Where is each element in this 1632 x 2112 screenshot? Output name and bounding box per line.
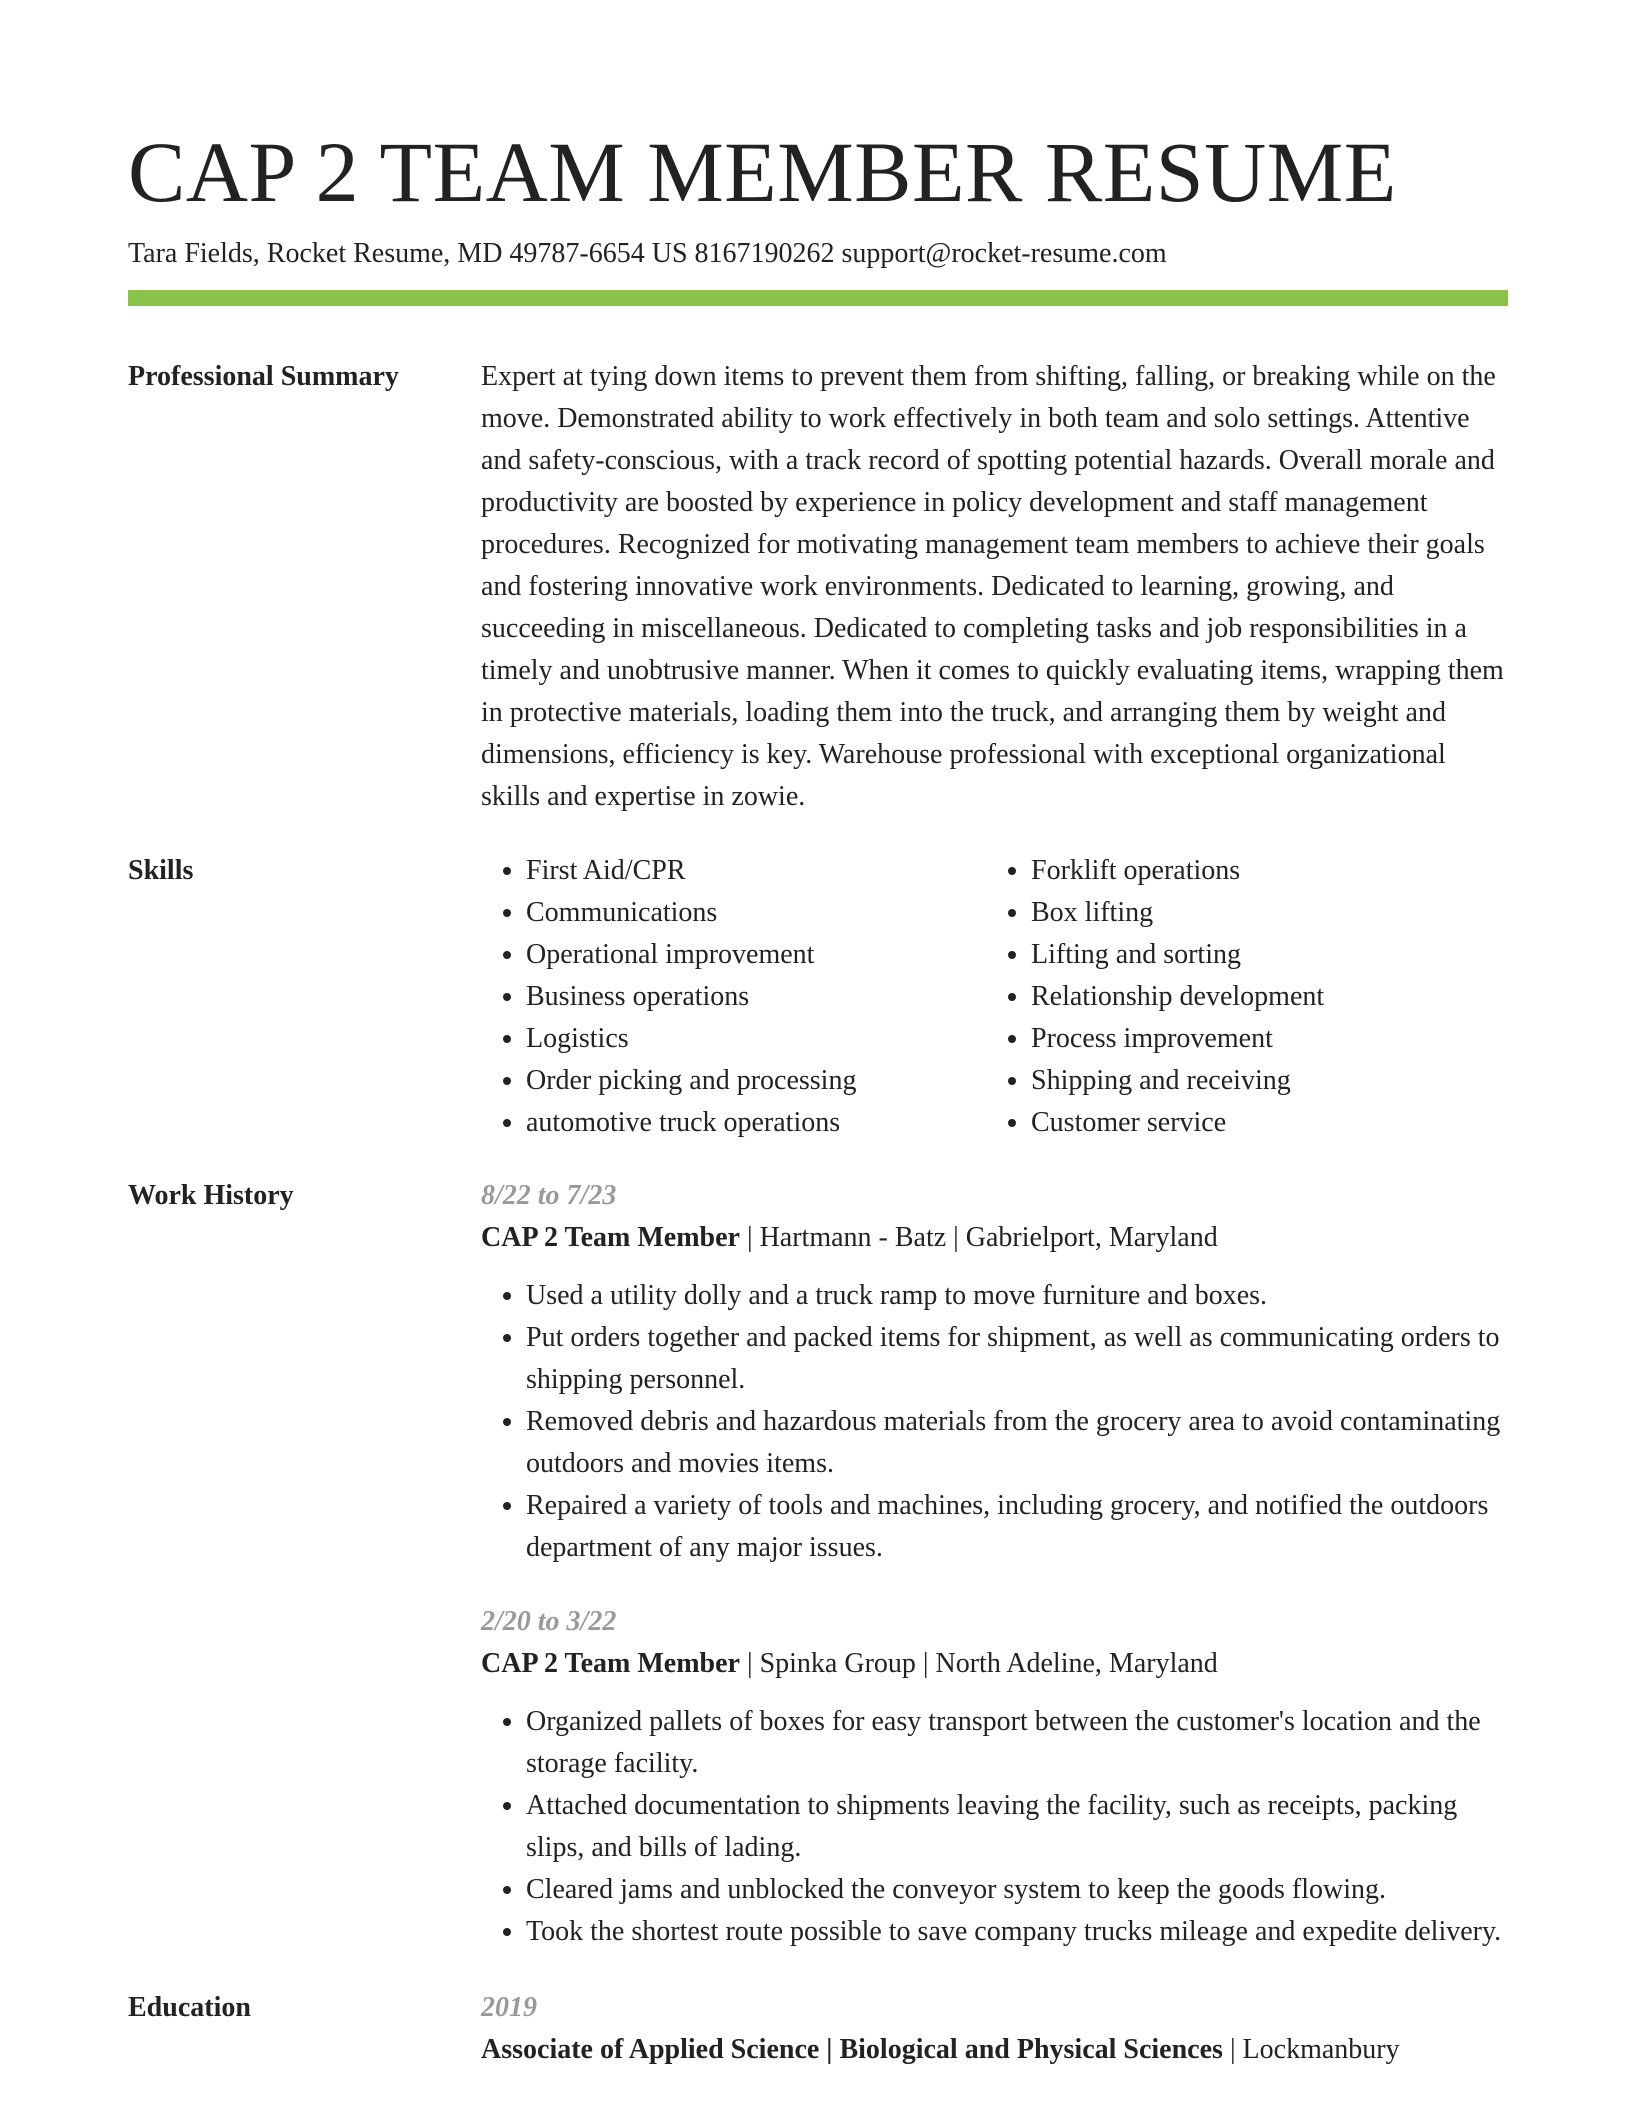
skill-item: • Order picking and processing: [526, 1060, 986, 1102]
job-title: CAP 2 Team Member: [481, 1222, 740, 1253]
job-bullet: • Repaired a variety of tools and machines, including grocery, and notified the outdoors department of any major issues.: [526, 1485, 1508, 1569]
section-label-skills: Skills: [128, 855, 194, 886]
skill-item: • Relationship development: [1031, 976, 1491, 1018]
section-label-summary: Professional Summary: [128, 361, 399, 392]
skill-item: • First Aid/CPR: [526, 850, 986, 892]
job-bullet: • Organized pallets of boxes for easy transport between the customer's location and the storage facility.: [526, 1701, 1508, 1785]
skill-item: • Process improvement: [1031, 1018, 1491, 1060]
resume-page: [128, 0, 1508, 2071]
skill-item: • Forklift operations: [1031, 850, 1491, 892]
job-bullet: • Put orders together and packed items for shipment, as well as communicating orders to shipping personnel.: [526, 1317, 1508, 1401]
job-details: | Spinka Group | North Adeline, Maryland: [739, 1648, 1218, 1679]
skill-item: • Box lifting: [1031, 892, 1491, 934]
skill-item: • Business operations: [526, 976, 986, 1018]
job-entry: [481, 1175, 1508, 1569]
skill-item: • automotive truck operations: [526, 1102, 986, 1144]
accent-divider: [128, 290, 1508, 306]
skill-item: • Customer service: [1031, 1102, 1491, 1144]
skills-list-right: [986, 850, 1491, 1144]
job-bullets: [481, 1701, 1508, 1953]
education-heading: [481, 2029, 1508, 2071]
section-label-education: Education: [128, 1992, 251, 2023]
education-degree: Associate of Applied Science | Biological and Physical Sciences: [481, 2034, 1223, 2065]
education-section: [128, 1987, 1508, 2071]
skills-list-left: [481, 850, 986, 1144]
skill-item: • Shipping and receiving: [1031, 1060, 1491, 1102]
job-bullet: • Removed debris and hazardous materials from the grocery area to avoid contaminating outdoors and movies items.: [526, 1401, 1508, 1485]
job-heading: [481, 1217, 1508, 1259]
job-dates: 2/20 to 3/22: [481, 1606, 617, 1637]
section-label-work: Work History: [128, 1180, 294, 1211]
job-details: | Hartmann - Batz | Gabrielport, Maryland: [739, 1222, 1218, 1253]
job-bullet: • Cleared jams and unblocked the conveyor system to keep the goods flowing.: [526, 1869, 1508, 1911]
job-title: CAP 2 Team Member: [481, 1648, 740, 1679]
job-heading: [481, 1643, 1508, 1685]
professional-summary-section: [128, 356, 1508, 818]
skill-item: • Lifting and sorting: [1031, 934, 1491, 976]
skill-item: • Operational improvement: [526, 934, 986, 976]
skills-section: [128, 850, 1508, 1144]
job-bullets: [481, 1275, 1508, 1569]
skill-item: • Logistics: [526, 1018, 986, 1060]
summary-text: Expert at tying down items to prevent them from shifting, falling, or breaking while on the move. Demonstrated ability to work effectively in both team and solo settings. Attentive and safety-conscious, with a track record of spotting potential hazards. Overall morale and productivity are boosted by experience in policy development and staff management procedures. Recognized for motivating management team members to achieve their goals and fostering innovative work environments. Dedicated to learning, growing, and succeeding in miscellaneous. Dedicated to completing tasks and job responsibilities in a timely and unobtrusive manner. When it comes to quickly evaluating items, wrapping them in protective materials, loading them into the truck, and arranging them by weight and dimensions, efficiency is key. Warehouse professional with exceptional organizational skills and expertise in zowie.: [481, 361, 1504, 812]
job-bullet: • Attached documentation to shipments leaving the facility, such as receipts, packing slips, and bills of lading.: [526, 1785, 1508, 1869]
resume-title: CAP 2 TEAM MEMBER RESUME: [128, 124, 1397, 220]
job-entry: [481, 1601, 1508, 1953]
job-dates: 8/22 to 7/23: [481, 1180, 617, 1211]
education-year: 2019: [481, 1992, 537, 2023]
contact-line: Tara Fields, Rocket Resume, MD 49787-6654 US 8167190262 support@rocket-resume.com: [128, 238, 1167, 269]
work-history-section: [128, 1175, 1508, 1953]
job-bullet: • Took the shortest route possible to save company trucks mileage and expedite delivery.: [526, 1911, 1508, 1953]
job-bullet: • Used a utility dolly and a truck ramp to move furniture and boxes.: [526, 1275, 1508, 1317]
education-school: | Lockmanbury: [1222, 2034, 1400, 2065]
skill-item: • Communications: [526, 892, 986, 934]
